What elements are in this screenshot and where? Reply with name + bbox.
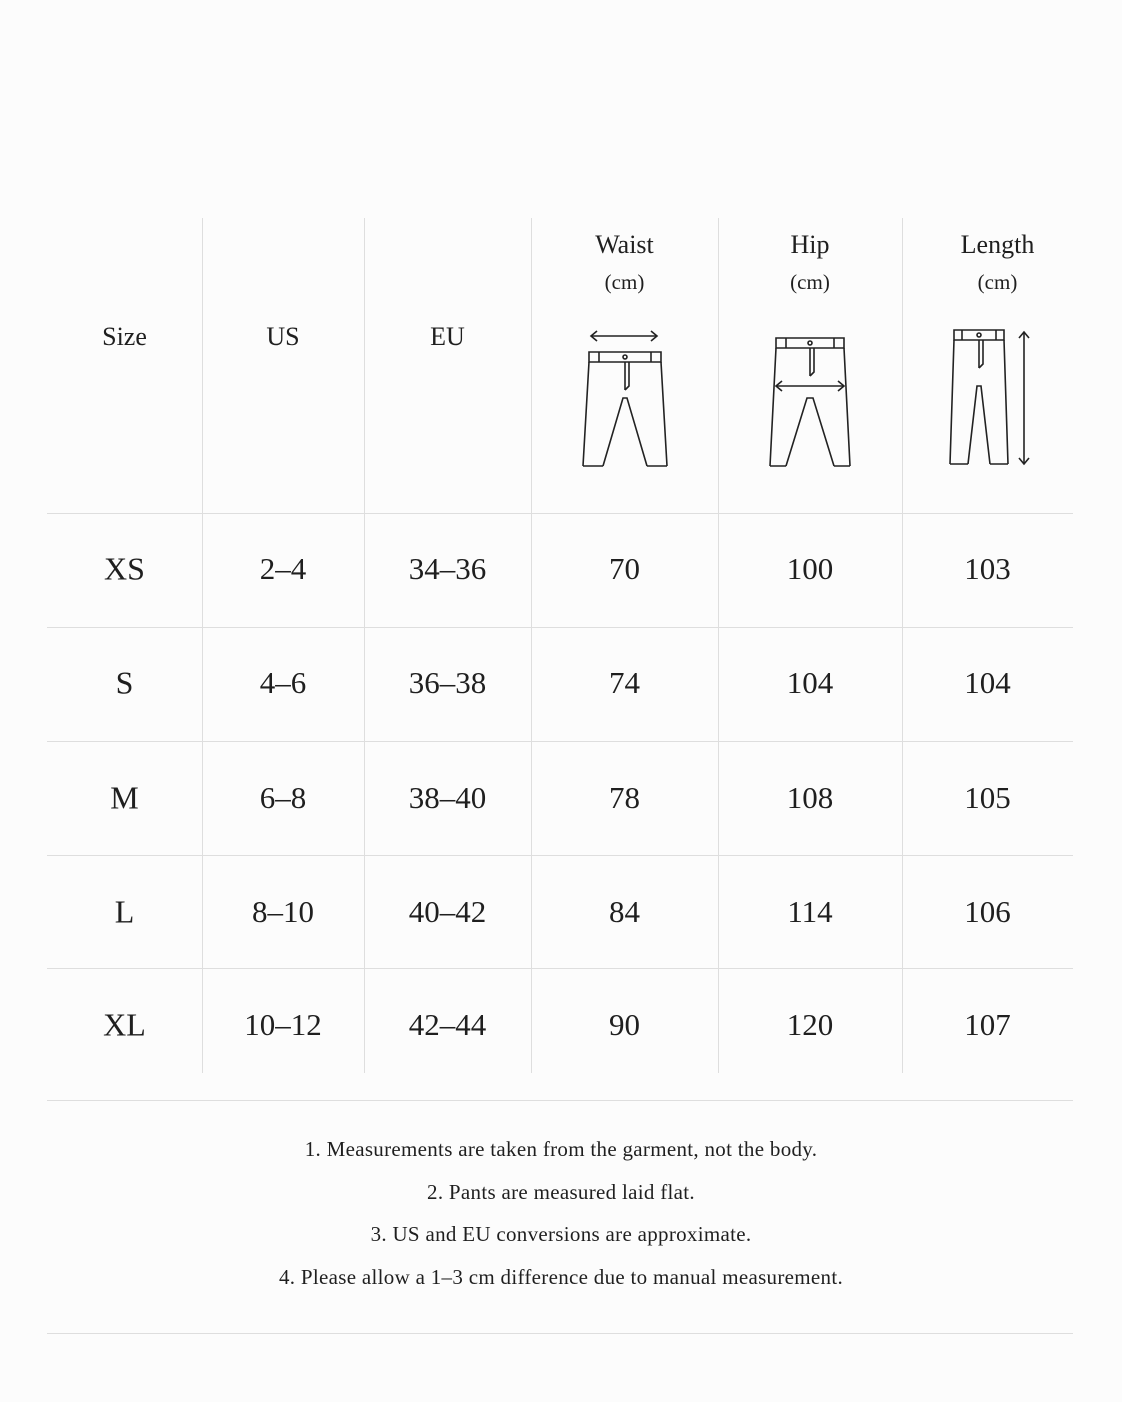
- cell-waist: 84: [609, 894, 640, 929]
- pants-waist-icon: [577, 328, 673, 468]
- row-divider: [47, 968, 1073, 969]
- cell-eu: 42–44: [408, 1007, 487, 1042]
- cell-hip: 114: [787, 894, 833, 929]
- cell-size: S: [115, 664, 134, 701]
- header-waist-unit: (cm): [604, 270, 645, 294]
- cell-length: 105: [964, 780, 1011, 815]
- header-hip-unit: (cm): [790, 270, 830, 294]
- header-length-label: Length: [960, 230, 1035, 259]
- cell-hip: 108: [786, 780, 834, 815]
- header-waist-label: Waist: [595, 230, 654, 259]
- notes-section: [0, 1128, 1122, 1298]
- row-divider: [47, 627, 1073, 628]
- cell-us: 10–12: [244, 1007, 322, 1042]
- note-item: 2. Pants are measured laid flat.: [427, 1179, 695, 1204]
- note-item: 3. US and EU conversions are approximate.: [370, 1222, 752, 1246]
- cell-size: XS: [104, 550, 145, 587]
- cell-length: 107: [964, 1007, 1011, 1042]
- cell-hip: 120: [786, 1007, 834, 1042]
- header-size: Size: [102, 322, 147, 351]
- footer-rule-top: [47, 1100, 1073, 1101]
- pants-length-icon: [940, 328, 1036, 468]
- cell-eu: 36–38: [408, 665, 487, 700]
- cell-length: 106: [964, 894, 1011, 929]
- row-divider: [47, 855, 1073, 856]
- cell-eu: 38–40: [408, 780, 487, 815]
- header-us: US: [266, 322, 300, 351]
- header-eu: EU: [430, 322, 465, 351]
- header-length: [902, 218, 1073, 513]
- cell-size: M: [110, 779, 139, 816]
- cell-hip: 100: [786, 551, 834, 586]
- header-length-unit: (cm): [977, 270, 1018, 294]
- header-waist: [531, 218, 718, 513]
- pants-hip-icon: [762, 328, 858, 468]
- cell-us: 2–4: [259, 551, 307, 586]
- cell-waist: 70: [609, 551, 640, 586]
- row-divider: [47, 741, 1073, 742]
- cell-size: L: [114, 893, 135, 930]
- note-item: 1. Measurements are taken from the garment, not the body.: [304, 1137, 818, 1161]
- cell-us: 4–6: [259, 665, 307, 700]
- header-hip-label: Hip: [790, 230, 830, 259]
- cell-size: XL: [103, 1006, 146, 1043]
- cell-eu: 34–36: [408, 551, 487, 586]
- cell-waist: 78: [609, 780, 640, 815]
- footer-rule-bottom: [47, 1333, 1073, 1334]
- cell-eu: 40–42: [408, 894, 487, 929]
- header-hip: [718, 218, 902, 513]
- cell-length: 104: [964, 665, 1011, 700]
- row-divider: [47, 513, 1073, 514]
- cell-waist: 90: [609, 1007, 640, 1042]
- cell-length: 103: [964, 551, 1011, 586]
- cell-waist: 74: [609, 665, 640, 700]
- cell-hip: 104: [786, 665, 834, 700]
- note-item: 4. Please allow a 1–3 cm difference due to manual measurement.: [278, 1264, 843, 1289]
- cell-us: 6–8: [259, 780, 307, 815]
- cell-us: 8–10: [252, 894, 314, 929]
